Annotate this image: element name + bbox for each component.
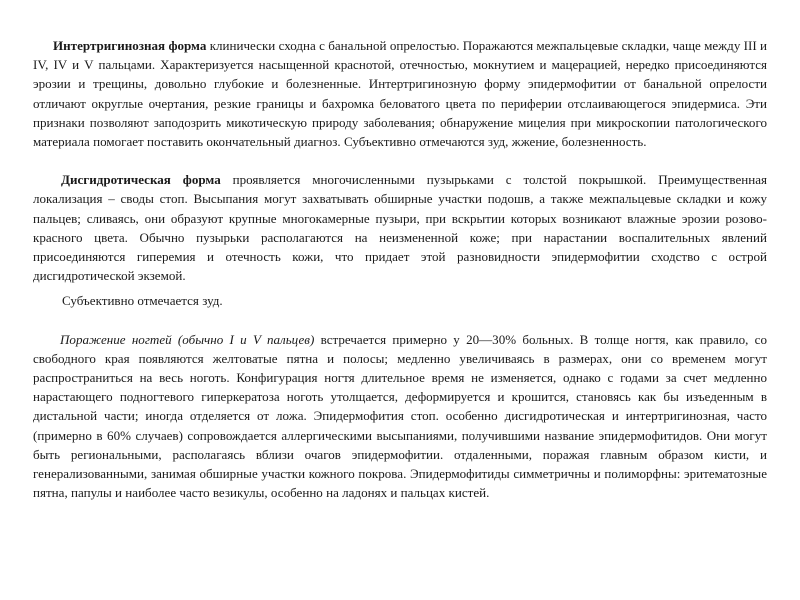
term-intertriginous-form: Интертригинозная форма [53, 38, 207, 53]
term-dyshidrotic-form: Дисгидротическая форма [61, 172, 221, 188]
paragraph-body: встречается примерно у 20—30% больных. В толще ногтя, как правило, со свободного края появляются желтоватые пятна и полосы; медленно увеличиваясь в размерах, они со временем могут распространиться на весь ноготь. Конфигурация ногтя длительное время не изменяется, однако с годами за счет медленно нарастающего подногтевого гиперкератоза ноготь утолщается, деформируется и крошится, становясь как бы изъеденным в дистальной части; иногда отделяется от ложа. Эпидермофития стоп. особенно дисгидротическая и интертригинозная, часто (примерно в 60% случаев) сопровождается аллергическими высыпаниями, получившими название эпидермофитидов. Они могут быть региональными, располагаясь вблизи очагов эпидермофитии. отдаленными, поражая главным образом кисти, и генерализованными, занимая обширные участки кожного покрова. Эпидермофитиды симметричны и полиморфны: эритематозные пятна, папулы и наиболее часто везикулы, особенно на ладонях и пальцах кистей. [33, 331, 767, 501]
paragraph-subjective-itch [33, 291, 767, 310]
paragraph-body: проявляется многочисленными пузырьками с толстой покрышкой. Преимущественная локализация – своды стоп. Высыпания могут захватывать обширные участки подошв, а также межпальцевые складки и кожу пальцев; сливаясь, они образуют крупные многокамерные пузыри, при вскрытии которых возникают влажные эрозии розово-красного цвета. Обычно пузырьки располагаются на неизмененной коже; при нарастании воспалительных явлений присоединяются гиперемия и отечность кожи, что придает этой разновидности эпидермофитии сходство с острой дисгидротической экземой. [33, 172, 767, 284]
paragraph-nail-lesion [33, 330, 767, 503]
term-nail-lesion: Поражение ногтей (обычно I и V пальцев) [60, 331, 315, 347]
paragraph-body: Субъективно отмечается зуд. [62, 293, 223, 309]
paragraph-body: клинически сходна с банальной опрелостью. Поражаются межпальцевые складки, чаще между III и IV, IV и V пальцами. Характеризуется насыщенной краснотой, отечностью, мокнутием и мацерацией, нередко присоединяются эрозии и трещины, довольно глубокие и болезненные. Интертригинозную форму эпидермофитии от банальной опрелости отличают округлые очертания, резкие границы и бахромка беловатого цвета по периферии отслаивающегося эпидермиса. Эти признаки позволяют заподозрить микотическую природу заболевания; обнаружение мицелия при микроскопии патологического материала помогает поставить окончательный диагноз. Субъективно отмечаются зуд, жжение, болезненность. [33, 38, 767, 150]
paragraph-dyshidrotic-form [33, 170, 767, 285]
paragraph-intertriginous-form [33, 36, 767, 151]
